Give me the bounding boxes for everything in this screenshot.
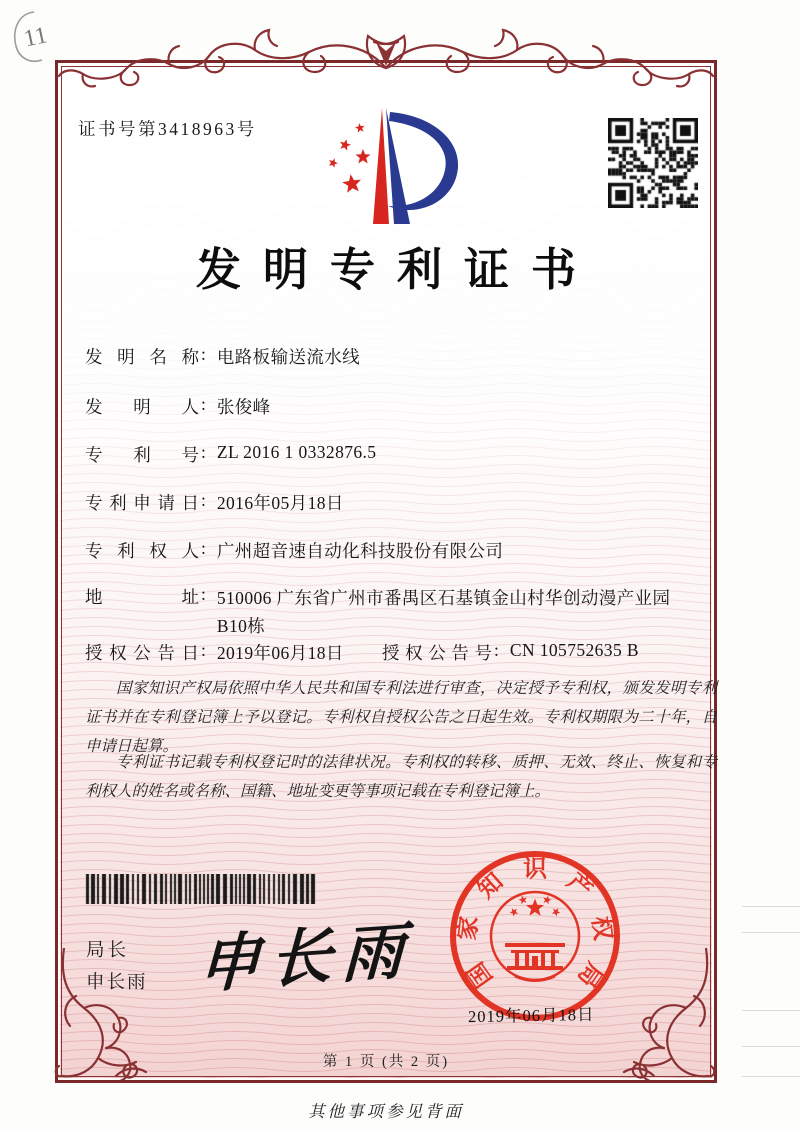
pencil-annotation bbox=[4, 6, 58, 66]
back-side-note: 其他事项参见背面 bbox=[308, 1102, 464, 1121]
field-patentee bbox=[85, 538, 717, 563]
field-label: 发 明 人 bbox=[85, 397, 199, 417]
national-emblem bbox=[491, 892, 579, 981]
seal-char: 识 bbox=[523, 856, 547, 883]
director-title: 局长 bbox=[86, 941, 130, 961]
page-number: 第 1 页 (共 2 页) bbox=[322, 1054, 450, 1070]
logo-stars bbox=[329, 123, 371, 193]
field-value: 510006 广东省广州市番禺区石基镇金山村华创动漫产业园B10栋 bbox=[216, 588, 671, 637]
field-value: 张俊峰 bbox=[216, 397, 271, 417]
scan-artifact-line bbox=[742, 906, 800, 907]
logo-red-spire bbox=[373, 108, 389, 224]
field-label: 专 利 申 请 日 bbox=[85, 493, 199, 513]
field-address bbox=[85, 584, 717, 641]
field-value: CN 105752635 B bbox=[509, 640, 639, 660]
colon bbox=[201, 584, 206, 605]
colon bbox=[201, 640, 206, 661]
colon bbox=[201, 538, 206, 559]
field-label: 授 权 公 告 日 bbox=[85, 643, 199, 663]
field-inventor bbox=[85, 394, 717, 419]
director-name: 申长雨 bbox=[86, 973, 148, 993]
colon bbox=[201, 344, 206, 365]
field-value: 2019年06月18日 bbox=[216, 643, 344, 663]
certificate-number: 证书号第3418963号 bbox=[78, 119, 257, 139]
field-label: 地 址 bbox=[85, 587, 199, 607]
scan-artifact-line bbox=[742, 1076, 800, 1077]
field-filing-date bbox=[85, 490, 717, 515]
top-scrollwork-ornament bbox=[55, 26, 717, 92]
director-signature: 申长雨 bbox=[196, 917, 415, 1001]
certificate-title: 发明专利证书 bbox=[195, 245, 598, 295]
field-value: 2016年05月18日 bbox=[216, 493, 344, 513]
field-value: 广州超音速自动化科技股份有限公司 bbox=[216, 541, 504, 561]
scan-artifact-line bbox=[742, 1046, 800, 1047]
colon bbox=[201, 490, 206, 511]
field-value: ZL 2016 1 0332876.5 bbox=[216, 442, 377, 462]
colon bbox=[494, 640, 499, 665]
scan-artifact-line bbox=[742, 932, 800, 933]
seal-char: 家 bbox=[454, 914, 484, 942]
seal-char: 局 bbox=[571, 956, 607, 992]
scan-artifact-line bbox=[742, 1010, 800, 1011]
field-patent-number bbox=[85, 442, 717, 467]
seal-char: 知 bbox=[473, 868, 509, 904]
cnipa-logo bbox=[316, 100, 466, 232]
field-grant-row bbox=[85, 640, 717, 665]
field-label: 授 权 公 告 号 bbox=[382, 643, 492, 663]
colon bbox=[201, 442, 206, 463]
barcode bbox=[85, 874, 321, 909]
field-label: 专 利 权 人 bbox=[85, 541, 199, 561]
body-paragraph-2: 专利证书记载专利权登记时的法律状况。专利权的转移、质押、无效、终止、恢复和专利权人的姓名或名称、国籍、地址变更等事项记载在专利登记簿上。 bbox=[85, 754, 717, 801]
field-value: 电路板输送流水线 bbox=[216, 347, 361, 367]
colon bbox=[201, 394, 206, 415]
qr-code bbox=[606, 116, 700, 215]
field-label: 发 明 名 称 bbox=[85, 347, 199, 367]
pencil-note-text: 11 bbox=[21, 22, 50, 53]
field-grant-number bbox=[382, 640, 639, 665]
emblem-stars bbox=[510, 896, 561, 917]
seal-char: 产 bbox=[561, 868, 597, 904]
field-invention-name bbox=[85, 344, 717, 369]
seal-date: 2019年06月18日 bbox=[467, 1004, 595, 1027]
seal-char: 权 bbox=[586, 914, 616, 942]
seal-char: 国 bbox=[463, 956, 499, 992]
field-label: 专 利 号 bbox=[85, 445, 199, 465]
body-paragraph-1: 国家知识产权局依照中华人民共和国专利法进行审查，决定授予专利权，颁发发明专利证书并在专利登记簿上予以登记。专利权自授权公告之日起生效。专利权期限为二十年，自申请日起算。 bbox=[85, 680, 717, 756]
